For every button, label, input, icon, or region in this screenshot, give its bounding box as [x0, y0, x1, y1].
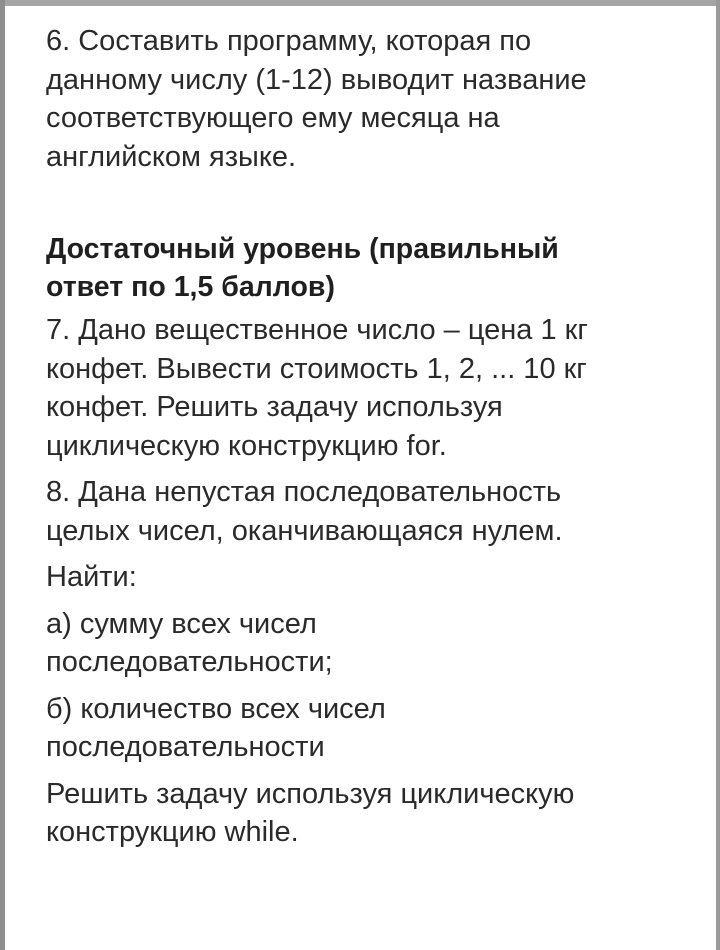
task-8-item-a: а) сумму всех чисел последовательности; [46, 607, 333, 678]
task-7-text: 7. Дано вещественное число – цена 1 кг конфет. Вывести стоимость 1, 2, ... 10 кг конфет. Решить задачу используя циклическую конструкцию for. [46, 314, 588, 462]
task-8-intro: 8. Дана непустая последовательность целых чисел, оканчивающаяся нулем. [46, 476, 563, 547]
document-body [46, 22, 686, 852]
scan-border-left [0, 0, 5, 950]
scan-border-right [716, 0, 720, 950]
task-8-item-b: б) количество всех чисел последовательности [46, 692, 386, 763]
level-heading: Достаточный уровень (правильный ответ по 1,5 баллов) [46, 233, 559, 303]
task-8-solve-instruction: Решить задачу используя циклическую конструкцию while. [46, 777, 575, 848]
task-6-text: 6. Составить программу, которая по данному числу (1-12) выводит название соответствующего ему месяца на английском языке. [46, 25, 587, 173]
task-8-find-label: Найти: [46, 561, 137, 593]
scan-border-top [0, 0, 720, 6]
